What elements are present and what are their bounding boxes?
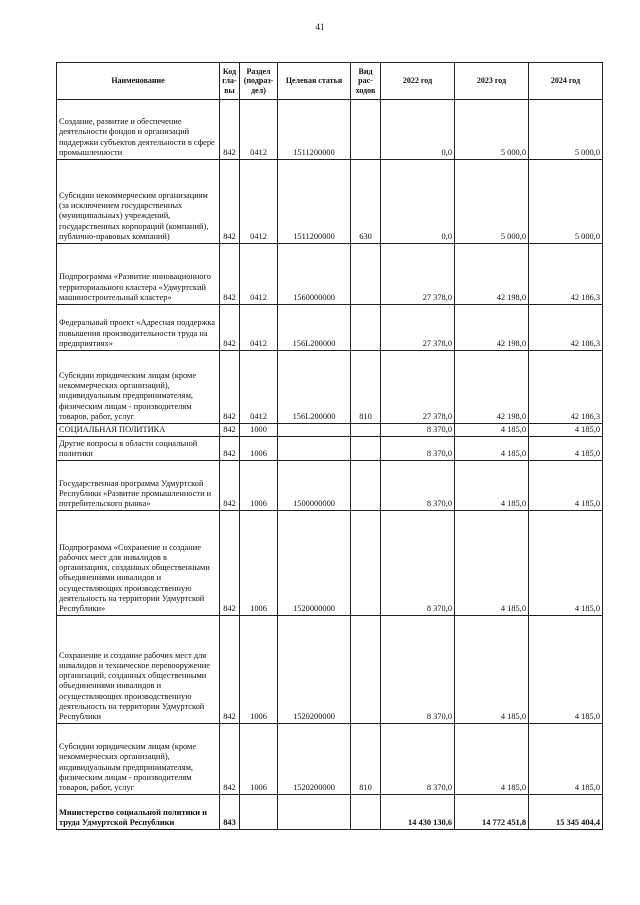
- row-2022: 8 370,0: [381, 724, 455, 795]
- table-row: [57, 351, 603, 424]
- row-2024: 4 185,0: [529, 424, 603, 437]
- header-name: Наименование: [57, 63, 220, 100]
- row-section: 0412: [240, 305, 278, 351]
- row-2024: 4 185,0: [529, 511, 603, 616]
- row-section: 0412: [240, 160, 278, 244]
- row-2023: 4 185,0: [455, 461, 529, 511]
- page-number: 41: [315, 22, 325, 32]
- table-header-row: [57, 63, 603, 100]
- row-2023: 4 185,0: [455, 724, 529, 795]
- row-2023: 4 185,0: [455, 511, 529, 616]
- row-code: 842: [220, 305, 240, 351]
- row-section: 0412: [240, 100, 278, 160]
- row-2023: 14 772 451,8: [455, 795, 529, 830]
- row-code: 842: [220, 160, 240, 244]
- row-expense: 810: [351, 351, 381, 424]
- row-section: 1000: [240, 424, 278, 437]
- row-name: Подпрограмма «Развитие инновационного территориального кластера «Удмуртский машиностроительный кластер»: [57, 244, 220, 305]
- row-2024: 4 185,0: [529, 437, 603, 461]
- row-expense: [351, 305, 381, 351]
- header-2024: 2024 год: [529, 63, 603, 100]
- row-code: 842: [220, 244, 240, 305]
- table-row: [57, 795, 603, 830]
- row-2022: 8 370,0: [381, 511, 455, 616]
- row-code: 842: [220, 437, 240, 461]
- budget-table: [56, 62, 603, 830]
- row-2023: 42 198,0: [455, 351, 529, 424]
- row-target: 156L200000: [278, 351, 351, 424]
- table-row: [57, 424, 603, 437]
- row-name: Субсидии некоммерческим организациям (за исключением государственных (муниципальных) учреждений, государственных корпораций (компаний), публично-правовых компаний): [57, 160, 220, 244]
- header-2023: 2023 год: [455, 63, 529, 100]
- row-target: 1520200000: [278, 724, 351, 795]
- row-name: Государственная программа Удмуртской Республики «Развитие промышленности и потребительского рынка»: [57, 461, 220, 511]
- row-section: 0412: [240, 351, 278, 424]
- table-row: [57, 160, 603, 244]
- header-target: Целевая статья: [278, 63, 351, 100]
- table-row: [57, 724, 603, 795]
- row-code: 842: [220, 724, 240, 795]
- row-2024: 4 185,0: [529, 724, 603, 795]
- row-2022: 0,0: [381, 100, 455, 160]
- row-target: [278, 795, 351, 830]
- row-2022: 8 370,0: [381, 437, 455, 461]
- row-expense: [351, 424, 381, 437]
- row-section: 1006: [240, 461, 278, 511]
- row-target: 1520200000: [278, 616, 351, 724]
- row-name: Создание, развитие и обеспечение деятельности фондов и организаций поддержки субъектов деятельности в сфере промышленности: [57, 100, 220, 160]
- row-expense: [351, 461, 381, 511]
- row-section: [240, 795, 278, 830]
- row-expense: 810: [351, 724, 381, 795]
- row-2024: 5 000,0: [529, 100, 603, 160]
- row-expense: [351, 437, 381, 461]
- row-target: [278, 424, 351, 437]
- row-target: 1500000000: [278, 461, 351, 511]
- row-expense: [351, 100, 381, 160]
- row-2024: 42 186,3: [529, 244, 603, 305]
- table-row: [57, 244, 603, 305]
- row-code: 842: [220, 100, 240, 160]
- table-row: [57, 616, 603, 724]
- row-target: 1560000000: [278, 244, 351, 305]
- row-2024: 4 185,0: [529, 616, 603, 724]
- row-2023: 42 198,0: [455, 305, 529, 351]
- row-name: Сохранение и создание рабочих мест для инвалидов и техническое перевооружение организаций, созданных общественными объединениями инвалидов и осуществляющих производственную деятельность на территории Удмуртской Республики: [57, 616, 220, 724]
- row-2022: 14 430 130,6: [381, 795, 455, 830]
- row-2022: 27 378,0: [381, 351, 455, 424]
- row-2023: 4 185,0: [455, 616, 529, 724]
- row-section: 1006: [240, 437, 278, 461]
- row-2022: 8 370,0: [381, 616, 455, 724]
- row-expense: [351, 795, 381, 830]
- row-2024: 5 000,0: [529, 160, 603, 244]
- row-2023: 42 198,0: [455, 244, 529, 305]
- row-expense: [351, 244, 381, 305]
- row-code: 843: [220, 795, 240, 830]
- table-row: [57, 305, 603, 351]
- row-name: Другие вопросы в области социальной политики: [57, 437, 220, 461]
- row-name: Субсидии юридическим лицам (кроме некоммерческих организаций), индивидуальным предпринимателям, физическим лицам - производителям товаров, работ, услуг: [57, 724, 220, 795]
- header-section: Раздел (подраз- дел): [240, 63, 278, 100]
- row-target: 1520000000: [278, 511, 351, 616]
- row-expense: [351, 511, 381, 616]
- row-name: СОЦИАЛЬНАЯ ПОЛИТИКА: [57, 424, 220, 437]
- row-2023: 5 000,0: [455, 100, 529, 160]
- row-2024: 15 345 404,4: [529, 795, 603, 830]
- row-2022: 0,0: [381, 160, 455, 244]
- row-2023: 5 000,0: [455, 160, 529, 244]
- header-code: Код гла- вы: [220, 63, 240, 100]
- row-name: Федеральный проект «Адресная поддержка повышения производительности труда на предприятиях»: [57, 305, 220, 351]
- row-expense: [351, 616, 381, 724]
- row-2022: 27 378,0: [381, 305, 455, 351]
- row-name: Министерство социальной политики и труда Удмуртской Республики: [57, 795, 220, 830]
- row-2024: 4 185,0: [529, 461, 603, 511]
- row-expense: 630: [351, 160, 381, 244]
- row-2023: 4 185,0: [455, 437, 529, 461]
- row-name: Подпрограмма «Сохранение и создание рабочих мест для инвалидов в организациях, созданных общественными объединениями инвалидов и осуществляющих производственную деятельность на территории Удмуртской Республики»: [57, 511, 220, 616]
- row-code: 842: [220, 616, 240, 724]
- row-2022: 27 378,0: [381, 244, 455, 305]
- row-2024: 42 186,3: [529, 305, 603, 351]
- row-2022: 8 370,0: [381, 461, 455, 511]
- row-2023: 4 185,0: [455, 424, 529, 437]
- table-row: [57, 511, 603, 616]
- row-2022: 8 370,0: [381, 424, 455, 437]
- table-row: [57, 461, 603, 511]
- row-code: 842: [220, 461, 240, 511]
- row-target: [278, 437, 351, 461]
- row-target: 156L200000: [278, 305, 351, 351]
- row-target: 1511200000: [278, 100, 351, 160]
- row-section: 1006: [240, 724, 278, 795]
- row-name: Субсидии юридическим лицам (кроме некоммерческих организаций), индивидуальным предпринимателям, физическим лицам - производителям товаров, работ, услуг: [57, 351, 220, 424]
- header-2022: 2022 год: [381, 63, 455, 100]
- row-target: 1511200000: [278, 160, 351, 244]
- table-row: [57, 437, 603, 461]
- row-section: 1006: [240, 511, 278, 616]
- row-code: 842: [220, 351, 240, 424]
- row-code: 842: [220, 424, 240, 437]
- header-expense: Вид рас- ходов: [351, 63, 381, 100]
- row-section: 0412: [240, 244, 278, 305]
- row-code: 842: [220, 511, 240, 616]
- row-section: 1006: [240, 616, 278, 724]
- table-row: [57, 100, 603, 160]
- row-2024: 42 186,3: [529, 351, 603, 424]
